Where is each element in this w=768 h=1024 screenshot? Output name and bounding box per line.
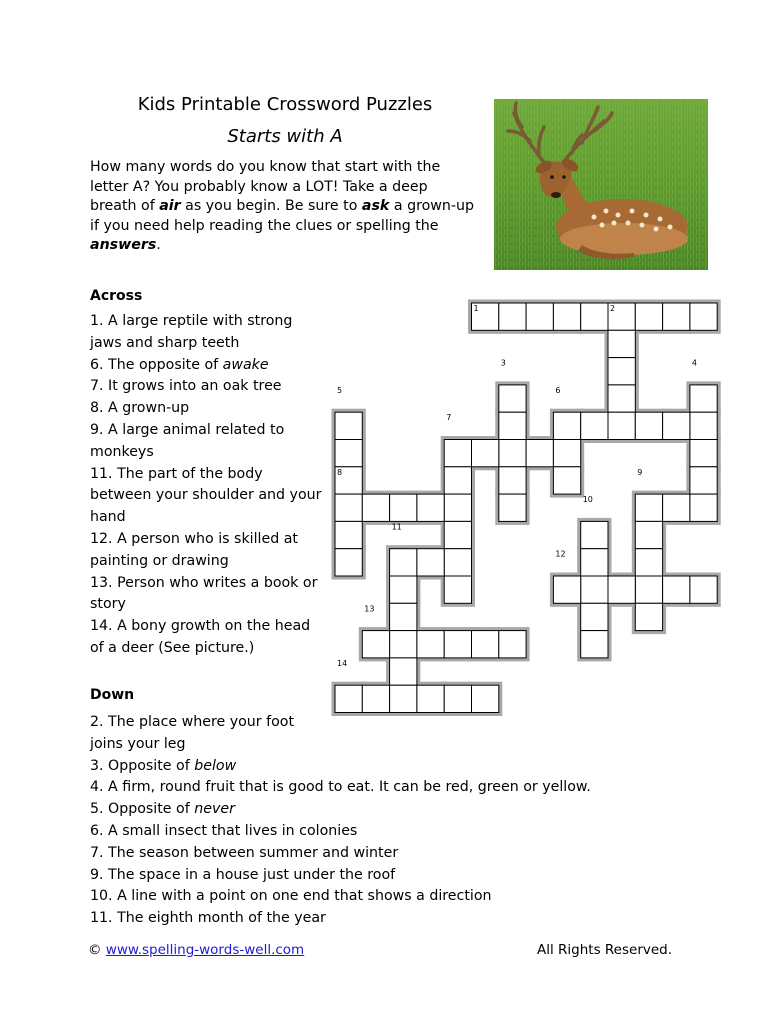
across-clue: 11. The part of the body between your shoulder and your hand	[90, 465, 322, 526]
grid-cell[interactable]	[635, 494, 662, 521]
grid-clue-number: 2	[610, 304, 616, 313]
grid-cell[interactable]	[417, 685, 444, 712]
intro-text-3: a grown-up if you need help reading the clues or spelling the	[90, 198, 474, 234]
intro-em-ask: ask	[361, 198, 390, 214]
grid-clue-number: 9	[637, 467, 643, 477]
grid-cell[interactable]	[608, 358, 635, 385]
down-clue-text: 3. Opposite of	[90, 757, 195, 774]
grid-cell[interactable]	[608, 385, 635, 412]
down-clue-emphasis: never	[194, 801, 235, 818]
grid-cell[interactable]	[499, 303, 526, 330]
grid-clue-number: 12	[555, 549, 566, 559]
grid-clue-number: 7	[446, 413, 452, 423]
grid-cell[interactable]	[444, 631, 471, 658]
grid-cell[interactable]	[390, 603, 417, 630]
grid-cell[interactable]	[499, 467, 526, 494]
grid-cells	[335, 303, 717, 713]
grid-cell[interactable]	[526, 440, 553, 467]
grid-cell[interactable]	[472, 631, 499, 658]
grid-cell[interactable]	[581, 303, 608, 330]
grid-cell[interactable]	[635, 303, 662, 330]
grid-cell[interactable]	[690, 412, 717, 439]
grid-cell[interactable]	[499, 440, 526, 467]
grid-clue-number: 14	[337, 658, 348, 668]
grid-cell[interactable]	[417, 549, 444, 576]
grid-cell[interactable]	[335, 412, 362, 439]
down-clue: 9. The space in a house just under the roof	[90, 866, 396, 883]
grid-cell[interactable]	[390, 549, 417, 576]
intro-em-air: air	[159, 198, 181, 214]
grid-cell[interactable]	[553, 467, 580, 494]
intro-text-2: as you begin. Be sure to	[180, 198, 362, 214]
grid-clue-number: 13	[364, 604, 375, 614]
across-clue: 7. It grows into an oak tree	[90, 378, 282, 395]
across-clue: 1. A large reptile with strong jaws and sharp teeth	[90, 313, 293, 351]
grid-clue-number: 11	[391, 522, 402, 532]
across-clue: 12. A person who is skilled at painting or drawing	[90, 530, 298, 569]
grid-cell[interactable]	[663, 576, 690, 603]
down-clue: 7. The season between summer and winter	[90, 844, 399, 861]
grid-cell[interactable]	[472, 685, 499, 712]
down-clue: 6. A small insect that lives in colonies	[90, 822, 358, 839]
across-clue: 9. A large animal related to monkeys	[90, 421, 285, 460]
across-clue-emphasis: awake	[222, 356, 269, 373]
grid-cell[interactable]	[499, 412, 526, 439]
grid-cell[interactable]	[608, 412, 635, 439]
grid-cell[interactable]	[335, 521, 362, 548]
page-subtitle: Starts with A	[227, 126, 343, 147]
grid-cell[interactable]	[608, 330, 635, 357]
grid-cell[interactable]	[444, 685, 471, 712]
across-clue-text: 6. The opposite of	[90, 356, 223, 373]
grid-cell[interactable]	[472, 440, 499, 467]
grid-cell[interactable]	[581, 549, 608, 576]
grid-cell[interactable]	[690, 467, 717, 494]
grid-cell[interactable]	[690, 440, 717, 467]
grid-cell[interactable]	[581, 631, 608, 658]
grid-clue-number: 4	[691, 358, 697, 368]
grid-cell[interactable]	[444, 467, 471, 494]
grid-cell[interactable]	[444, 549, 471, 576]
grid-clue-number: 10	[582, 495, 593, 505]
grid-cell[interactable]	[444, 494, 471, 521]
grid-cell[interactable]	[581, 521, 608, 548]
grid-cell[interactable]	[690, 385, 717, 412]
grid-cell[interactable]	[499, 385, 526, 412]
down-clue-emphasis: below	[194, 757, 237, 774]
grid-cell[interactable]	[581, 412, 608, 439]
grid-cell[interactable]	[690, 576, 717, 603]
across-clue: 13. Person who writes a book or story	[90, 574, 318, 613]
grid-cell[interactable]	[390, 631, 417, 658]
across-clue: 8. A grown-up	[90, 400, 190, 417]
grid-cell[interactable]	[635, 603, 662, 630]
page-title: Kids Printable Crossword Puzzles	[137, 94, 433, 115]
grid-cell[interactable]	[690, 494, 717, 521]
grid-clue-number: 1	[473, 304, 479, 313]
site-link[interactable]: www.spelling-words-well.com	[105, 942, 305, 958]
down-clue: 4. A firm, round fruit that is good to eat. It can be red, green or yellow.	[90, 779, 591, 796]
grid-cell[interactable]	[390, 685, 417, 712]
grid-cell[interactable]	[335, 549, 362, 576]
grid-clue-number: 3	[500, 358, 506, 368]
down-clue: 10. A line with a point on one end that shows a direction	[90, 888, 492, 905]
grid-cell[interactable]	[553, 412, 580, 439]
footer-copyright	[88, 942, 304, 958]
grid-clue-number: 6	[555, 385, 561, 395]
grid-cell[interactable]	[581, 576, 608, 603]
grid-cell[interactable]	[526, 303, 553, 330]
grid-cell[interactable]	[581, 603, 608, 630]
grid-cell[interactable]	[335, 494, 362, 521]
grid-clue-number: 5	[337, 385, 343, 395]
grid-cell[interactable]	[362, 685, 389, 712]
grid-cell[interactable]	[390, 576, 417, 603]
grid-cell[interactable]	[635, 521, 662, 548]
across-clue: 14. A bony growth on the head of a deer (See picture.)	[90, 618, 311, 656]
grid-cell[interactable]	[635, 576, 662, 603]
grid-cell[interactable]	[362, 494, 389, 521]
intro-em-answers: answers	[90, 237, 157, 253]
grid-cell[interactable]	[499, 631, 526, 658]
copyright-symbol: ©	[88, 942, 102, 958]
grid-cell[interactable]	[417, 631, 444, 658]
intro-text-1: How many words do you know that start with the letter A? You probably know a LOT! Take a deep breath of	[90, 159, 441, 214]
grid-cell[interactable]	[390, 494, 417, 521]
grid-cell[interactable]	[663, 303, 690, 330]
down-clue-text: 5. Opposite of	[90, 801, 195, 818]
grid-cell[interactable]	[553, 440, 580, 467]
grid-cell[interactable]	[444, 440, 471, 467]
grid-cell[interactable]	[553, 303, 580, 330]
grid-cell[interactable]	[390, 658, 417, 685]
grid-cell[interactable]	[635, 549, 662, 576]
down-clue: 11. The eighth month of the year	[90, 910, 326, 927]
grid-cell[interactable]	[444, 576, 471, 603]
grid-cell[interactable]	[335, 440, 362, 467]
grid-cell[interactable]	[663, 494, 690, 521]
across-heading: Across	[90, 288, 143, 304]
grid-cell[interactable]	[635, 412, 662, 439]
footer-rights: All Rights Reserved.	[537, 942, 673, 958]
grid-cell[interactable]	[362, 631, 389, 658]
grid-cell[interactable]	[690, 303, 717, 330]
grid-cell[interactable]	[553, 576, 580, 603]
down-clue: 2. The place where your foot joins your leg	[90, 714, 295, 752]
intro-text-4: .	[156, 237, 161, 253]
grid-cell[interactable]	[499, 494, 526, 521]
grid-cell[interactable]	[335, 685, 362, 712]
grid-cell[interactable]	[444, 521, 471, 548]
down-heading: Down	[90, 687, 135, 703]
grid-cell[interactable]	[663, 412, 690, 439]
grid-cell[interactable]	[608, 576, 635, 603]
grid-cell[interactable]	[417, 494, 444, 521]
grid-clue-number: 8	[337, 467, 343, 477]
